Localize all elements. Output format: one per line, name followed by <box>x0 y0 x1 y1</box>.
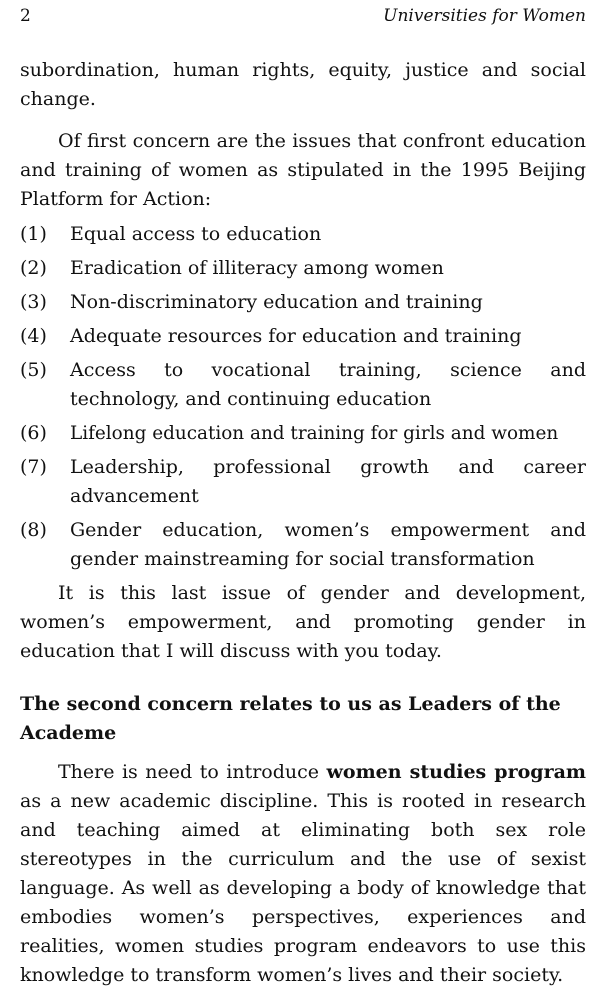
list-item-number: (3) <box>20 291 47 313</box>
paragraph-text-start: There is need to introduce <box>58 761 327 783</box>
section-heading: The second concern relates to us as Leaders of the Academe <box>20 693 561 744</box>
list-item-text: Lifelong education and training for girls and women <box>70 423 559 444</box>
issues-list <box>20 220 586 574</box>
list-item-number: (2) <box>20 257 47 279</box>
paragraph-women-studies <box>20 758 586 990</box>
paragraph-last-issue: It is this last issue of gender and development, women’s empowerment, and promoting gender in education that I will discuss with you today. <box>20 582 586 662</box>
list-item <box>20 453 586 511</box>
list-item <box>20 322 586 351</box>
list-item <box>20 288 586 317</box>
list-item-text: Non-discriminatory education and training <box>70 291 483 313</box>
paragraph-first-concern: Of first concern are the issues that confront education and training of women as stipulated in the 1995 Beijing Platform for Action: <box>20 130 586 210</box>
paragraph-text-rest: as a new academic discipline. This is rooted in research and teaching aimed at eliminating both sex role stereotypes in the curriculum and the use of sexist language. As well as developing a body of knowledge that embodies women’s perspectives, experiences and realities, women studies program endeavors to use this knowledge to transform women’s lives and their society. <box>20 790 586 986</box>
list-item-number: (6) <box>20 422 47 444</box>
list-item-text: Equal access to education <box>70 223 322 245</box>
list-item-number: (5) <box>20 359 47 381</box>
emphasis-women-studies-program: women studies program <box>326 761 586 783</box>
list-item <box>20 516 586 574</box>
list-item-text: Access to vocational training, science and technology, and continuing education <box>70 359 586 410</box>
list-item-number: (7) <box>20 456 47 478</box>
list-item-text: Gender education, women’s empowerment and gender mainstreaming for social transformation <box>70 519 586 570</box>
list-item-text: Eradication of illiteracy among women <box>70 257 444 279</box>
list-item-text: Leadership, professional growth and career advancement <box>70 456 586 507</box>
list-item-text: Adequate resources for education and training <box>70 325 522 347</box>
page-header <box>20 6 586 32</box>
list-item-number: (8) <box>20 519 47 541</box>
body-text <box>20 56 586 990</box>
list-item <box>20 356 586 414</box>
paragraph-continuation: subordination, human rights, equity, justice and social change. <box>20 59 586 110</box>
list-item <box>20 419 586 448</box>
running-title: Universities for Women <box>383 6 586 26</box>
page-number: 2 <box>20 6 31 26</box>
list-item <box>20 220 586 249</box>
list-item-number: (1) <box>20 223 47 245</box>
list-item-number: (4) <box>20 325 47 347</box>
list-item <box>20 254 586 283</box>
